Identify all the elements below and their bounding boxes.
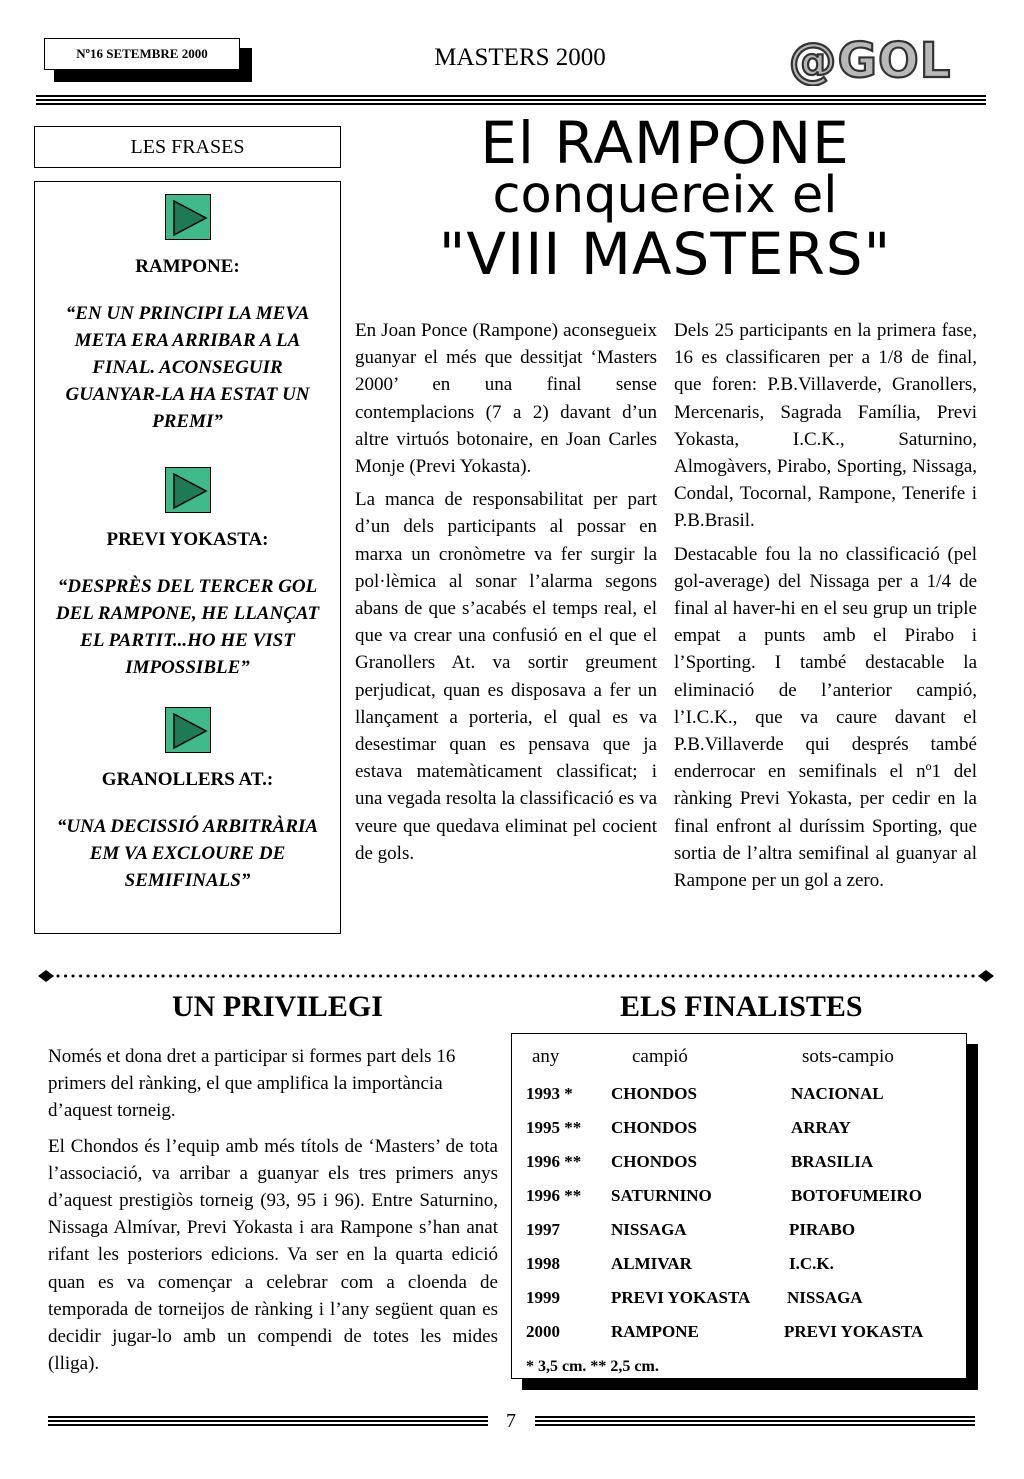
gol-logo [780, 32, 960, 86]
cell-champion: CHONDOS [611, 1084, 697, 1103]
quotes-panel [34, 181, 341, 934]
cell-champion: ALMIVAR [611, 1254, 692, 1273]
finalistes-title: ELS FINALISTES [620, 990, 863, 1023]
article-column-1 [355, 317, 657, 873]
quote-text: “EN UN PRINCIPI LA MEVA META ERA ARRIBAR A LA FINAL. ACONSEGUIR GUANYAR-LA HA ESTAT UN PREMI” [65, 303, 310, 432]
cell-champion: CHONDOS [611, 1152, 697, 1171]
privilegi-paragraph: El Chondos és l’equip amb més títols de ‘Masters’ de tota l’associació, va arribar a guanyar els tres primers anys d’aquest prestigiòs torneig (93, 95 i 96). Entre Saturnino, Nissaga Almívar, Previ Yokasta i ara Rampone s’han anat rifant les posteriors edicions. Va ser en la quarta edició quan es va començar a celebrar com a cloenda de temporada de torneijos de rànking i l’any següent quan es decidir jugar-lo amb un compendi de totes les mides (lliga). [48, 1135, 498, 1375]
article-paragraph: En Joan Ponce (Rampone) aconsegueix guanyar el més que dessitjat ‘Masters 2000’ en una final sense contemplacions (7 a 2) davant d’un altre virtuós botonaire, en Joan Carles Monje (Previ Yokasta). [355, 320, 657, 478]
table-row [512, 1220, 966, 1254]
cell-year: 2000 [526, 1322, 560, 1341]
footer-rule-right [535, 1416, 975, 1428]
cell-runner-up: NISSAGA [787, 1288, 863, 1307]
play-icon[interactable] [165, 707, 211, 753]
quote-block-rampone [35, 194, 340, 435]
cell-champion: NISSAGA [611, 1220, 687, 1239]
table-row [512, 1084, 966, 1118]
cell-year: 1999 [526, 1288, 560, 1307]
frases-label: LES FRASES [34, 126, 341, 168]
privilegi-title: UN PRIVILEGI [172, 990, 383, 1023]
table-row [512, 1322, 966, 1356]
cell-year: 1996 ** [526, 1186, 582, 1205]
play-icon[interactable] [165, 194, 211, 240]
diamond-icon [978, 970, 994, 982]
article-paragraph: Dels 25 participants en la primera fase, 16 es classificaren per a 1/8 de final, que foren: P.B.Villaverde, Granollers, Mercenaris, Sagrada Família, Previ Yokasta, I.C.K., Saturnino, Almogàvers, Pirabo, Sporting, Nissaga, Condal, Tocornal, Rampone, Tenerife i P.B.Brasil. [674, 320, 977, 532]
cell-runner-up: BRASILIA [791, 1152, 874, 1171]
quote-block-granollers [35, 707, 340, 894]
cell-runner-up: I.C.K. [789, 1254, 834, 1273]
column-header-year: any [532, 1046, 560, 1067]
table-footnote: * 3,5 cm. ** 2,5 cm. [526, 1358, 659, 1375]
cell-year: 1998 [526, 1254, 560, 1273]
quote-block-previ-yokasta [35, 467, 340, 681]
quote-text: “DESPRÈS DEL TERCER GOL DEL RAMPONE, HE LLANÇAT EL PARTIT...HO HE VIST IMPOSSIBLE” [55, 576, 320, 678]
cell-champion: CHONDOS [611, 1118, 697, 1137]
quote-speaker: GRANOLLERS AT.: [101, 769, 274, 790]
quote-speaker: RAMPONE: [135, 256, 240, 277]
svg-text:@GOL: @GOL [788, 33, 952, 86]
cell-champion: SATURNINO [611, 1186, 712, 1205]
article-paragraph: La manca de responsabilitat per part d’un dels participants al possar en marxa un cronòmetre va fer surgir la pol·lèmica al sonar l’alarma segons abans de que s’acabés el temps real, el que va crear una confusió en el que el Granollers At. va sortir greument perjudicat, quan es disposava a fer un llançament a porteria, el qual es va desestimar quan es pensava que ja estava matemàticament classificat; i una vegada resolta la classificació es va veure que quedava eliminat pel cocient de gols. [355, 489, 657, 864]
cell-runner-up: PREVI YOKASTA [784, 1322, 924, 1341]
quote-text: “UNA DECISSIÓ ARBITRÀRIA EM VA EXCLOURE DE SEMIFINALS” [56, 816, 319, 891]
table-row [512, 1254, 966, 1288]
cell-runner-up: PIRABO [789, 1220, 856, 1239]
footer-rule-left [48, 1416, 488, 1428]
issue-label: Nº16 SETEMBRE 2000 [44, 38, 240, 70]
privilegi-paragraph: Només et dona dret a participar si formes part dels 16 primers del rànking, el que amplifica la importància d’aquest torneig. [48, 1046, 456, 1122]
table-row [512, 1118, 966, 1152]
cell-year: 1995 ** [526, 1118, 582, 1137]
dotted-separator [38, 966, 994, 986]
header-rule [36, 95, 986, 107]
diamond-icon [38, 970, 54, 982]
headline-line-1: El RAMPONE [480, 109, 850, 177]
table-row [512, 1186, 966, 1220]
finalistes-table [511, 1033, 967, 1379]
headline [350, 109, 980, 288]
privilegi-body [48, 1043, 498, 1385]
play-icon[interactable] [165, 467, 211, 513]
cell-runner-up: NACIONAL [791, 1084, 884, 1103]
header-title: MASTERS 2000 [434, 44, 606, 71]
cell-runner-up: BOTOFUMEIRO [791, 1186, 922, 1205]
table-row [512, 1152, 966, 1186]
cell-year: 1993 * [526, 1084, 573, 1103]
headline-line-3: "VIII MASTERS" [438, 220, 892, 288]
cell-champion: PREVI YOKASTA [611, 1288, 751, 1307]
table-row [512, 1288, 966, 1322]
cell-champion: RAMPONE [611, 1322, 699, 1341]
page-number: 7 [506, 1410, 516, 1432]
headline-line-2: conquereix el [492, 166, 838, 225]
cell-runner-up: ARRAY [791, 1118, 851, 1137]
cell-year: 1997 [526, 1220, 560, 1239]
column-header-runner-up: sots-campio [802, 1046, 894, 1067]
article-paragraph: Destacable fou la no classificació (pel gol-average) del Nissaga per a 1/4 de final al haver-hi en el seu grup un triple empat a punts amb el Pirabo i l’Sporting. I també destacable la eliminació de l’anterior campió, l’I.C.K., que va caure davant el P.B.Villaverde qui després també enderrocar en semifinals el nº1 del rànking Previ Yokasta, per cedir en la final enfront al duríssim Sporting, que sortia de l’altra semifinal al guanyar al Rampone per un gol a zero. [674, 543, 977, 892]
cell-year: 1996 ** [526, 1152, 582, 1171]
quote-speaker: PREVI YOKASTA: [106, 529, 269, 550]
column-header-champion: campió [632, 1046, 688, 1067]
article-column-2 [674, 317, 977, 900]
